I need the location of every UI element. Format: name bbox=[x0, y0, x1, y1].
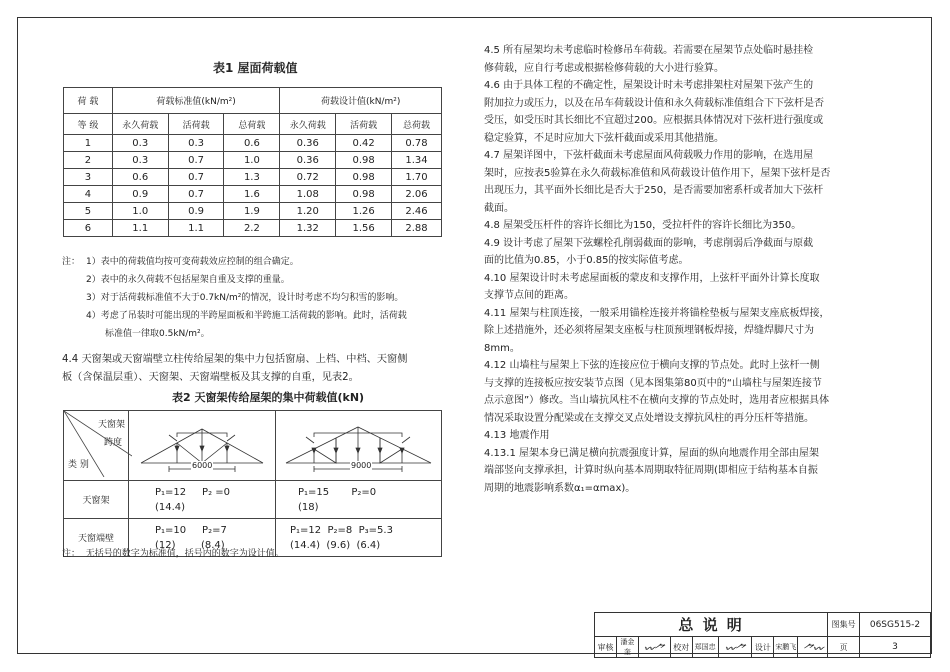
text-line: 4.5 所有屋架均未考虑临时检修吊车荷载。若需要在屋架节点处临时悬挂检 bbox=[484, 45, 814, 56]
check-label: 校对 bbox=[670, 637, 692, 658]
text-line: 稳定验算，不足时应加大下弦杆截面或采用其他措施。 bbox=[484, 132, 724, 144]
subheader: 永久荷载 bbox=[112, 114, 168, 135]
table-row bbox=[64, 481, 442, 519]
cell bbox=[276, 481, 442, 519]
cell: 2.2 bbox=[224, 220, 280, 237]
cell: 0.7 bbox=[168, 186, 224, 203]
reviewer-signature: 〰⺈ bbox=[638, 637, 670, 658]
cell: 2.06 bbox=[392, 186, 442, 203]
cell: 1.0 bbox=[224, 152, 280, 169]
cell: 0.3 bbox=[168, 135, 224, 152]
designer-signature: ⺈〰 bbox=[798, 637, 828, 658]
value-line: (18) bbox=[298, 501, 319, 513]
note-item: 3）对于活荷载标准值不大于0.7kN/m²的情况，设计时考虑不均匀积雪的影响。 bbox=[86, 293, 404, 303]
cell: 0.42 bbox=[336, 135, 392, 152]
table1-title: 表1 屋面荷载值 bbox=[213, 61, 298, 75]
atlas-label: 图集号 bbox=[828, 613, 860, 637]
table2-title: 表2 天窗架传给屋架的集中荷载值(kN) bbox=[172, 391, 365, 404]
row-label: 天窗架 bbox=[64, 481, 129, 519]
text-line: 附加拉力或压力，以及在吊车荷载设计值和永久荷载标准值组合下下弦杆是否 bbox=[484, 97, 824, 109]
cell: 1.56 bbox=[336, 220, 392, 237]
table-row bbox=[64, 169, 442, 186]
skylight-load-table bbox=[63, 410, 442, 557]
atlas-number: 06SG515-2 bbox=[860, 613, 931, 637]
cell: 1.34 bbox=[392, 152, 442, 169]
review-label: 审核 bbox=[595, 637, 617, 658]
subheader: 活荷载 bbox=[168, 114, 224, 135]
table2-corner bbox=[64, 411, 129, 481]
cell bbox=[129, 481, 276, 519]
cell: 1.20 bbox=[280, 203, 336, 220]
cell: 1.32 bbox=[280, 220, 336, 237]
table-row bbox=[64, 135, 442, 152]
header-design: 荷载设计值(kN/m²) bbox=[280, 88, 442, 114]
value-line: (14.4) (9.6) (6.4) bbox=[290, 539, 381, 551]
cell: 1.26 bbox=[336, 203, 392, 220]
cell: 0.6 bbox=[224, 135, 280, 152]
cell: 0.98 bbox=[336, 186, 392, 203]
cell: 0.3 bbox=[112, 135, 168, 152]
cell: 6 bbox=[64, 220, 113, 237]
cell: 2 bbox=[64, 152, 113, 169]
cell: 4 bbox=[64, 186, 113, 203]
note-item: 4）考虑了吊装时可能出现的半跨屋面板和半跨施工活荷载的影响。此时，活荷载 bbox=[86, 311, 407, 321]
text-line: 4.8 屋架受压杆件的容许长细比为150，受拉杆件的容许长细比为350。 bbox=[484, 220, 802, 231]
cell: 1 bbox=[64, 135, 113, 152]
text-line: 4.7 屋架详图中，下弦杆截面未考虑屋面风荷载吸力作用的影响，在选用屋 bbox=[484, 150, 814, 161]
cell: 0.98 bbox=[336, 152, 392, 169]
text-line: 4.13.1 屋架本身已满足横向抗震强度计算，屋面的纵向地震作用全部由屋架 bbox=[484, 447, 819, 459]
note-item: 标准值一律取0.5kN/m²。 bbox=[105, 329, 210, 339]
cell: 0.7 bbox=[168, 169, 224, 186]
truss-diagram-9000 bbox=[276, 411, 442, 481]
checker-signature: 〰⺈ bbox=[718, 637, 752, 658]
row-label: 天窗端壁 bbox=[64, 519, 129, 557]
checker-name: 郑国忠 bbox=[692, 637, 718, 658]
truss-diagram-6000 bbox=[129, 411, 276, 481]
reviewer-name: 潘金奎 bbox=[616, 637, 638, 658]
cell: 1.9 bbox=[224, 203, 280, 220]
subheader: 等 级 bbox=[64, 114, 113, 135]
para-4-4-line1: 4.4 天窗架或天窗端壁立柱传给屋架的集中力包括窗扇、上档、中档、天窗侧 bbox=[62, 354, 408, 365]
subheader: 总荷载 bbox=[224, 114, 280, 135]
cell: 1.3 bbox=[224, 169, 280, 186]
cell: 0.36 bbox=[280, 152, 336, 169]
cell: 0.3 bbox=[112, 152, 168, 169]
text-line: 端部竖向支撑承担，计算时纵向基本周期取特征周期(即相应于结构基本自振 bbox=[484, 465, 818, 476]
design-label: 设计 bbox=[752, 637, 774, 658]
note-item: 2）表中的永久荷载不包括屋架自重及支撑的重量。 bbox=[86, 275, 290, 285]
text-line: 8mm。 bbox=[484, 342, 520, 354]
text-line: 除上述措施外，还必须将屋架支座板与柱顶预埋钢板焊接，焊缝焊脚尺寸为 bbox=[484, 325, 814, 336]
cell: 5 bbox=[64, 203, 113, 220]
cell: 1.0 bbox=[112, 203, 168, 220]
cell bbox=[276, 519, 442, 557]
value-line: (14.4) bbox=[155, 501, 186, 513]
text-line: 4.9 设计考虑了屋架下弦螺栓孔削弱截面的影响，考虑削弱后净截面与原截 bbox=[484, 237, 814, 249]
table-row bbox=[64, 220, 442, 237]
text-line: 4.11 屋架与柱顶连接，一般采用锚栓连接并将锚栓垫板与屋架支座底板焊接， bbox=[484, 307, 830, 319]
cell: 0.72 bbox=[280, 169, 336, 186]
value-line: (12) (8.4) bbox=[155, 539, 225, 551]
title-block bbox=[594, 612, 931, 658]
page-number: 3 bbox=[860, 637, 931, 658]
text-line: 4.13 地震作用 bbox=[484, 430, 550, 441]
subheader: 活荷载 bbox=[336, 114, 392, 135]
roof-load-table bbox=[63, 87, 442, 237]
table-row bbox=[64, 152, 442, 169]
cell: 1.1 bbox=[112, 220, 168, 237]
value-line: P₁=15 P₂=0 bbox=[298, 486, 377, 498]
text-line: 4.10 屋架设计时未考虑屋面板的蒙皮和支撑作用，上弦杆平面外计算长度取 bbox=[484, 272, 820, 284]
corner-category: 类 别 bbox=[68, 460, 89, 470]
value-line: P₁=10 P₂=7 bbox=[155, 524, 227, 536]
drawing-title: 总 说 明 bbox=[595, 613, 828, 637]
text-line: 周期的地震影响系数α₁=αmax)。 bbox=[484, 482, 636, 494]
cell: 2.88 bbox=[392, 220, 442, 237]
cell: 3 bbox=[64, 169, 113, 186]
page-label: 页 bbox=[828, 637, 860, 658]
table2-note: 注： 无括号的数字为标准值，括号内的数字为设计值。 bbox=[62, 549, 284, 559]
text-line: 出现压力，其平面外长细比是否大于250，是否需要加密系杆或者加大下弦杆 bbox=[484, 185, 824, 196]
text-line: 点示意图”）修改。当山墙抗风柱不在横向支撑的节点处时，选用者应根据具体 bbox=[484, 395, 830, 406]
corner-span: 跨度 bbox=[103, 438, 122, 448]
subheader: 永久荷载 bbox=[280, 114, 336, 135]
value-line: P₁=12 P₂ =0 bbox=[155, 486, 230, 498]
cell: 0.78 bbox=[392, 135, 442, 152]
text-line: 修荷载，应自行考虑或根据检修荷载的大小进行验算。 bbox=[484, 62, 724, 74]
text-line: 情况采取设置分配梁或在支撑交叉点处增设支撑抗风柱的再分压杆等措施。 bbox=[484, 412, 814, 424]
cell: 1.1 bbox=[168, 220, 224, 237]
subheader: 总荷载 bbox=[392, 114, 442, 135]
para-4-4-line2: 板（含保温层重）、天窗架、天窗端壁板及其支撑的自重，见表2。 bbox=[62, 372, 359, 383]
right-column bbox=[484, 42, 904, 497]
text-line: 面的比值为0.85，小于0.85的按实际值考虑。 bbox=[484, 255, 689, 266]
span-label-6000: 6000 bbox=[192, 461, 213, 470]
cell: 0.98 bbox=[336, 169, 392, 186]
table-row bbox=[64, 203, 442, 220]
cell: 0.9 bbox=[168, 203, 224, 220]
notes-label: 注： bbox=[62, 257, 81, 267]
header-load: 荷 载 bbox=[64, 88, 113, 114]
note-item: 1）表中的荷载值均按可变荷载效应控制的组合确定。 bbox=[86, 257, 299, 267]
cell: 0.36 bbox=[280, 135, 336, 152]
cell: 1.70 bbox=[392, 169, 442, 186]
text-line: 架时，应按表5验算在永久荷载标准值和风荷载设计值作用下，屋架下弦杆是否 bbox=[484, 167, 831, 179]
cell: 0.9 bbox=[112, 186, 168, 203]
cell: 0.6 bbox=[112, 169, 168, 186]
text-line: 受压，如受压时其长细比不宜超过200。应根据具体情况对下弦杆进行强度或 bbox=[484, 115, 824, 126]
text-line: 截面。 bbox=[484, 202, 514, 214]
header-standard: 荷载标准值(kN/m²) bbox=[112, 88, 279, 114]
cell: 2.46 bbox=[392, 203, 442, 220]
corner-skylight: 天窗架 bbox=[97, 420, 125, 430]
text-line: 与支撑的连接板应按安装节点图（见本图集第80页中的“山墙柱与屋架连接节 bbox=[484, 377, 822, 389]
cell: 1.6 bbox=[224, 186, 280, 203]
cell: 0.7 bbox=[168, 152, 224, 169]
cell: 1.08 bbox=[280, 186, 336, 203]
span-label-9000: 9000 bbox=[351, 461, 372, 470]
designer-name: 宋鹏飞 bbox=[774, 637, 798, 658]
text-line: 4.6 由于具体工程的不确定性，屋架设计时未考虑排架柱对屋架下弦产生的 bbox=[484, 80, 814, 91]
text-line: 4.12 山墙柱与屋架上下弦的连接应位于横向支撑的节点处。此时上弦杆一侧 bbox=[484, 360, 820, 371]
value-line: P₁=12 P₂=8 P₃=5.3 bbox=[290, 524, 393, 536]
text-line: 支撑节点间的距离。 bbox=[484, 290, 574, 301]
table-row bbox=[64, 186, 442, 203]
